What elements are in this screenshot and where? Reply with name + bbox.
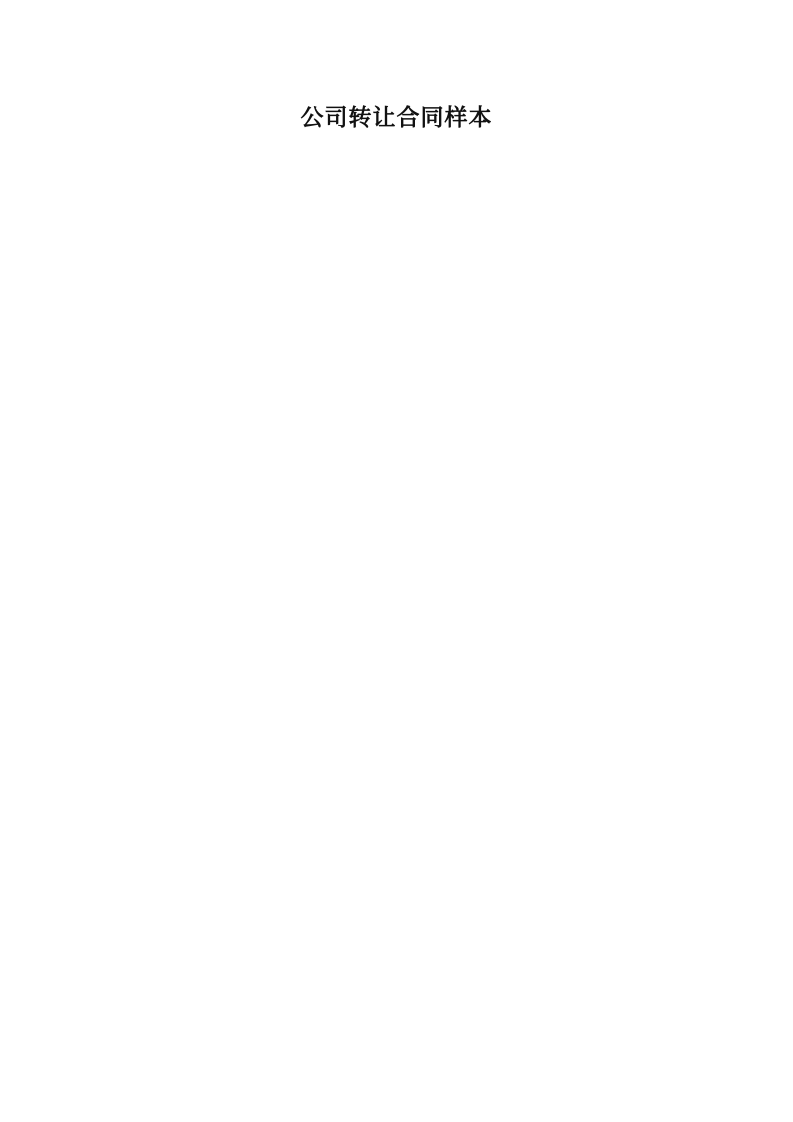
document-title: 公司转让合同样本 bbox=[300, 105, 493, 131]
